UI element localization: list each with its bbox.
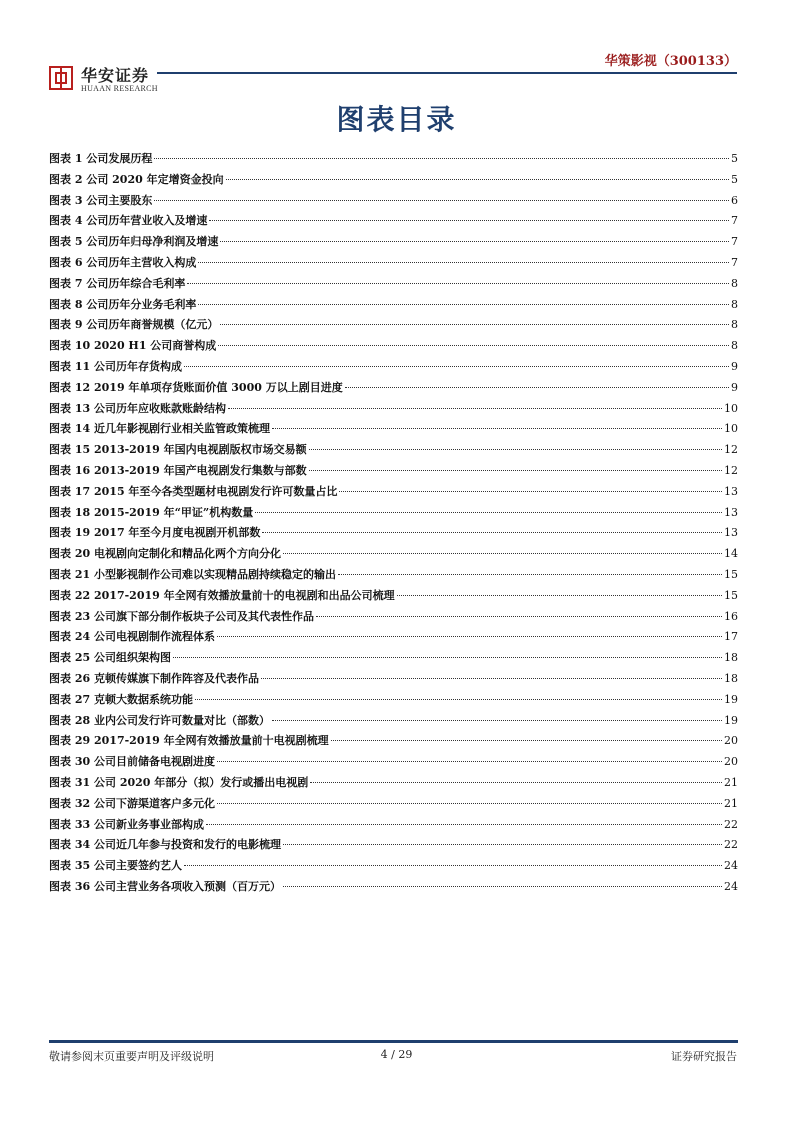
- toc-entry[interactable]: [49, 275, 738, 296]
- toc-entry-label: 图表 29: [49, 734, 91, 748]
- toc-entry-label: 图表 2: [49, 172, 83, 186]
- toc-entry-title: 2017-2019 年全网有效播放量前十电视剧梳理: [93, 734, 329, 748]
- toc-entry-title: 近几年影视剧行业相关监管政策梳理: [93, 422, 270, 436]
- toc-entry-page: 18: [724, 651, 738, 665]
- toc-leader-dots: [338, 574, 722, 575]
- toc-entry-page: 22: [724, 838, 738, 852]
- toc-leader-dots: [184, 366, 729, 367]
- toc-entry[interactable]: [49, 254, 738, 275]
- toc-entry-label: 图表 34: [49, 838, 91, 852]
- toc-leader-dots: [272, 720, 722, 721]
- toc-leader-dots: [262, 532, 722, 533]
- toc-entry-label: 图表 30: [49, 755, 91, 769]
- toc-entry[interactable]: [49, 316, 738, 337]
- page-title: 图表目录: [336, 103, 457, 136]
- toc-leader-dots: [198, 262, 729, 263]
- toc-leader-dots: [283, 844, 722, 845]
- toc-entry[interactable]: [49, 732, 738, 753]
- toc-entry-title: 公司电视剧制作流程体系: [93, 630, 215, 644]
- toc-entry-title: 2013-2019 年国产电视剧发行集数与部数: [93, 463, 307, 477]
- toc-leader-dots: [309, 449, 722, 450]
- toc-leader-dots: [316, 616, 722, 617]
- toc-leader-dots: [272, 428, 722, 429]
- toc-entry-label: 图表 13: [49, 401, 91, 415]
- toc-entry-page: 7: [731, 235, 738, 249]
- toc-leader-dots: [218, 345, 729, 346]
- toc-entry-page: 5: [731, 172, 738, 186]
- toc-entry-title: 克顿大数据系统功能: [93, 692, 193, 706]
- toc-entry-title: 克顿传媒旗下制作阵容及代表作品: [93, 671, 259, 685]
- toc-entry[interactable]: [49, 358, 738, 379]
- toc-leader-dots: [255, 512, 722, 513]
- toc-entry-page: 16: [724, 609, 738, 623]
- toc-leader-dots: [217, 761, 722, 762]
- toc-entry-label: 图表 35: [49, 859, 91, 873]
- toc-entry-title: 2013-2019 年国内电视剧版权市场交易额: [93, 443, 307, 457]
- toc-entry-title: 公司主要股东: [86, 193, 153, 207]
- toc-entry-label: 图表 15: [49, 443, 91, 457]
- toc-entry-page: 21: [724, 796, 738, 810]
- toc-entry-page: 8: [731, 339, 738, 353]
- toc-leader-dots: [331, 740, 722, 741]
- toc-entry-title: 公司历年主营收入构成: [86, 255, 197, 269]
- toc-entry-title: 2015-2019 年“甲证”机构数量: [93, 505, 254, 519]
- toc-entry-label: 图表 3: [49, 193, 83, 207]
- toc-entry-page: 22: [724, 817, 738, 831]
- toc-entry-label: 图表 31: [49, 775, 91, 789]
- toc-entry-page: 12: [724, 463, 738, 477]
- toc-leader-dots: [261, 678, 722, 679]
- toc-entry[interactable]: [49, 878, 738, 899]
- toc-leader-dots: [173, 657, 722, 658]
- toc-entry[interactable]: [49, 192, 738, 213]
- toc-entry-title: 2020 H1 公司商誉构成: [93, 339, 217, 353]
- toc-entry-label: 图表 24: [49, 630, 91, 644]
- toc-entry[interactable]: [49, 670, 738, 691]
- toc-leader-dots: [283, 886, 722, 887]
- toc-entry-label: 图表 11: [49, 359, 91, 373]
- toc-entry-title: 公司组织架构图: [93, 651, 171, 665]
- toc-entry-title: 2015 年至今各类型题材电视剧发行许可数量占比: [93, 484, 338, 498]
- toc-entry-label: 图表 16: [49, 463, 91, 477]
- huaan-logo-icon: [49, 66, 73, 90]
- toc-entry[interactable]: [49, 691, 738, 712]
- toc-entry-page: 8: [731, 276, 738, 290]
- toc-entry-page: 17: [724, 630, 738, 644]
- toc-entry-page: 13: [724, 526, 738, 540]
- toc-entry-title: 公司历年综合毛利率: [86, 276, 186, 290]
- toc-entry[interactable]: [49, 379, 738, 400]
- footer-divider: [49, 1040, 738, 1043]
- page-number: 4 / 29: [380, 1048, 413, 1061]
- toc-leader-dots: [195, 699, 722, 700]
- toc-leader-dots: [309, 470, 722, 471]
- toc-entry[interactable]: [49, 233, 738, 254]
- toc-entry-label: 图表 28: [49, 713, 91, 727]
- toc-entry[interactable]: [49, 545, 738, 566]
- toc-entry-page: 5: [731, 152, 738, 165]
- toc-entry-title: 公司 2020 年部分（拟）发行或播出电视剧: [93, 775, 309, 789]
- toc-entry-page: 9: [731, 380, 738, 394]
- brand-name-cn: 华安证券: [81, 66, 150, 85]
- toc-entry-page: 24: [724, 859, 738, 873]
- toc-entry-title: 公司历年商誉规模（亿元）: [86, 318, 219, 332]
- toc-entry-page: 10: [724, 401, 738, 415]
- toc-entry-label: 图表 36: [49, 879, 91, 893]
- toc-entry-page: 21: [724, 775, 738, 789]
- toc-entry-label: 图表 22: [49, 588, 91, 602]
- toc-entry-label: 图表 17: [49, 484, 91, 498]
- toc-entry[interactable]: [49, 504, 738, 525]
- toc-entry[interactable]: [49, 441, 738, 462]
- toc-entry-page: 15: [724, 567, 738, 581]
- page-header: [0, 0, 793, 100]
- toc-entry[interactable]: [49, 774, 738, 795]
- toc-entry[interactable]: [49, 566, 738, 587]
- toc-entry-title: 公司历年应收账款账龄结构: [93, 401, 226, 415]
- toc-entry-label: 图表 26: [49, 671, 91, 685]
- header-divider: [157, 72, 737, 74]
- toc-leader-dots: [184, 865, 722, 866]
- toc-entry-page: 8: [731, 297, 738, 311]
- toc-entry[interactable]: [49, 816, 738, 837]
- toc-leader-dots: [339, 491, 722, 492]
- toc-entry-title: 公司 2020 年定增资金投向: [86, 172, 224, 186]
- toc-leader-dots: [310, 782, 722, 783]
- toc-entry-page: 20: [724, 755, 738, 769]
- toc-entry-label: 图表 5: [49, 235, 83, 249]
- toc-leader-dots: [397, 595, 722, 596]
- toc-entry[interactable]: [49, 587, 738, 608]
- toc-entry-page: 10: [724, 422, 738, 436]
- toc-entry[interactable]: [49, 836, 738, 857]
- toc-entry[interactable]: [49, 483, 738, 504]
- toc-entry-title: 公司发展历程: [86, 152, 153, 165]
- toc-entry-page: 7: [731, 255, 738, 269]
- toc-leader-dots: [220, 241, 729, 242]
- toc-entry-title: 业内公司发行许可数量对比（部数）: [93, 713, 270, 727]
- toc-entry-label: 图表 27: [49, 692, 91, 706]
- toc-leader-dots: [217, 636, 722, 637]
- toc-entry[interactable]: [49, 420, 738, 441]
- toc-entry-page: 13: [724, 505, 738, 519]
- toc-entry-label: 图表 6: [49, 255, 83, 269]
- toc-entry-page: 12: [724, 443, 738, 457]
- toc-entry-label: 图表 1: [49, 152, 83, 165]
- toc-entry[interactable]: [49, 524, 738, 545]
- toc-entry-label: 图表 23: [49, 609, 91, 623]
- toc-entry-page: 13: [724, 484, 738, 498]
- toc-entry[interactable]: [49, 608, 738, 629]
- toc-entry-page: 7: [731, 214, 738, 228]
- toc-entry-label: 图表 19: [49, 526, 91, 540]
- toc-entry-label: 图表 32: [49, 796, 91, 810]
- toc-leader-dots: [154, 158, 729, 159]
- toc-leader-dots: [206, 824, 722, 825]
- toc-entry-page: 8: [731, 318, 738, 332]
- toc-entry-page: 6: [731, 193, 738, 207]
- toc-entry[interactable]: [49, 753, 738, 774]
- toc-entry[interactable]: [49, 649, 738, 670]
- toc-entry-label: 图表 7: [49, 276, 83, 290]
- toc-entry-label: 图表 25: [49, 651, 91, 665]
- toc-leader-dots: [209, 220, 729, 221]
- toc-leader-dots: [187, 283, 729, 284]
- toc-entry-title: 公司主要签约艺人: [93, 859, 182, 873]
- footer-disclaimer: 敬请参阅末页重要声明及评级说明: [49, 1050, 214, 1063]
- toc-entry-label: 图表 33: [49, 817, 91, 831]
- toc-entry-title: 公司目前储备电视剧进度: [93, 755, 215, 769]
- toc-entry-page: 20: [724, 734, 738, 748]
- toc-entry-title: 小型影视制作公司难以实现精品剧持续稳定的输出: [93, 567, 336, 581]
- toc-entry-page: 14: [724, 547, 738, 561]
- toc-leader-dots: [198, 304, 729, 305]
- company-ticker: 华策影视（300133）: [604, 54, 737, 69]
- toc-entry-title: 电视剧向定制化和精品化两个方向分化: [93, 547, 281, 561]
- toc-entry-page: 19: [724, 692, 738, 706]
- toc-entry[interactable]: [49, 400, 738, 421]
- toc-entry[interactable]: [49, 212, 738, 233]
- toc-entry-title: 公司主营业务各项收入预测（百万元）: [93, 879, 281, 893]
- report-type: 证券研究报告: [671, 1050, 737, 1063]
- toc-entry-title: 2019 年单项存货账面价值 3000 万以上剧目进度: [93, 380, 343, 394]
- toc-leader-dots: [283, 553, 722, 554]
- toc-entry-title: 公司旗下部分制作板块子公司及其代表性作品: [93, 609, 314, 623]
- toc-entry-title: 公司下游渠道客户多元化: [93, 796, 215, 810]
- toc-entry-title: 公司近几年参与投资和发行的电影梳理: [93, 838, 281, 852]
- toc-entry-label: 图表 10: [49, 339, 91, 353]
- toc-entry-title: 公司历年分业务毛利率: [86, 297, 197, 311]
- toc-entry-page: 9: [731, 359, 738, 373]
- toc-entry-label: 图表 20: [49, 547, 91, 561]
- toc-leader-dots: [220, 324, 729, 325]
- toc-entry-label: 图表 21: [49, 567, 91, 581]
- toc-entry-title: 公司历年存货构成: [93, 359, 182, 373]
- toc-entry[interactable]: [49, 462, 738, 483]
- toc-entry-title: 公司历年营业收入及增速: [86, 214, 208, 228]
- toc-leader-dots: [226, 179, 729, 180]
- toc-entry-label: 图表 8: [49, 297, 83, 311]
- toc-entry-title: 公司历年归母净利润及增速: [86, 235, 219, 249]
- toc-entry-page: 15: [724, 588, 738, 602]
- toc-entry-title: 公司新业务事业部构成: [93, 817, 204, 831]
- brand-name-en: HUAAN RESEARCH: [81, 84, 158, 93]
- toc-entry-label: 图表 12: [49, 380, 91, 394]
- toc-entry-page: 18: [724, 671, 738, 685]
- toc-entry-page: 24: [724, 879, 738, 893]
- toc-leader-dots: [228, 408, 722, 409]
- toc-entry-label: 图表 14: [49, 422, 91, 436]
- toc-entry[interactable]: [49, 296, 738, 317]
- toc-entry[interactable]: [49, 171, 738, 192]
- figure-table-of-contents: [49, 150, 738, 899]
- toc-entry[interactable]: [49, 628, 738, 649]
- toc-entry-title: 2017 年至今月度电视剧开机部数: [93, 526, 261, 540]
- toc-entry[interactable]: [49, 795, 738, 816]
- toc-entry-label: 图表 9: [49, 318, 83, 332]
- toc-leader-dots: [154, 200, 729, 201]
- toc-entry-label: 图表 18: [49, 505, 91, 519]
- toc-entry[interactable]: [49, 857, 738, 878]
- toc-leader-dots: [345, 387, 729, 388]
- toc-entry-title: 2017-2019 年全网有效播放量前十的电视剧和出品公司梳理: [93, 588, 395, 602]
- toc-entry-page: 19: [724, 713, 738, 727]
- toc-entry[interactable]: [49, 337, 738, 358]
- toc-entry[interactable]: [49, 712, 738, 733]
- toc-leader-dots: [217, 803, 722, 804]
- toc-entry-label: 图表 4: [49, 214, 83, 228]
- toc-entry[interactable]: [49, 150, 738, 171]
